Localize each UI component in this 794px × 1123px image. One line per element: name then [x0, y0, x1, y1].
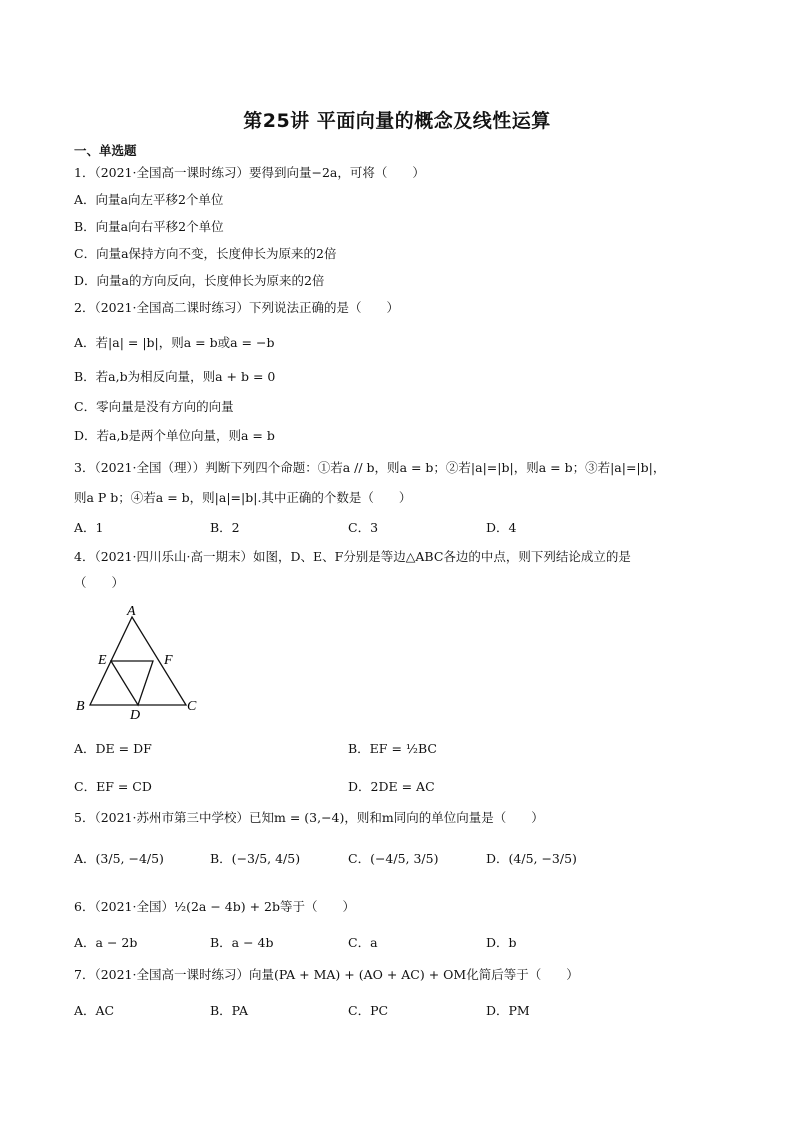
midpoint-triangle-def [111, 661, 153, 705]
q5-option-c: C．(−4/5, 3/5) [348, 851, 439, 866]
q3-stem-line2: 则a P b；④若a = b，则|a|=|b|.其中正确的个数是（ ） [74, 490, 412, 505]
q2-option-d: D．若a,b是两个单位向量，则a = b [74, 428, 275, 443]
q3-option-a: A．1 [74, 520, 104, 535]
q3-option-c: C．3 [348, 520, 379, 535]
label-c: C [187, 699, 197, 714]
q2-stem: 2．（2021·全国高二课时练习）下列说法正确的是（ ） [74, 300, 399, 315]
q4-stem-line1: 4．（2021·四川乐山·高一期末）如图，D、E、F分别是等边△ABC各边的中点，则下列结论成立的是 [74, 549, 631, 564]
q6-option-c: C．a [348, 935, 378, 950]
q6-stem: 6．（2021·全国）½(2a − 4b) + 2b等于（ ） [74, 899, 356, 914]
q4-option-c: C．EF = CD [74, 779, 152, 794]
q3-stem-line1: 3．（2021·全国（理））判断下列四个命题：①若a // b，则a = b；②若|a|=|b|，则a = b；③若|a|=|b|， [74, 460, 666, 475]
q1-option-d: D．向量a的方向反向，长度伸长为原来的2倍 [74, 273, 325, 288]
q4-option-a: A．DE = DF [74, 741, 152, 756]
page-title: 第25讲 平面向量的概念及线性运算 [243, 110, 551, 132]
label-a: A [127, 604, 136, 619]
label-f: F [164, 653, 173, 668]
equilateral-triangle-figure [74, 601, 204, 721]
q1-option-a: A．向量a向左平移2个单位 [74, 192, 224, 207]
q1-option-c: C．向量a保持方向不变，长度伸长为原来的2倍 [74, 246, 337, 261]
q6-option-d: D．b [486, 935, 517, 950]
q7-option-d: D．PM [486, 1003, 530, 1018]
label-d: D [130, 708, 141, 721]
q2-option-a: A．若|a| = |b|，则a = b或a = −b [74, 335, 275, 350]
q3-option-d: D．4 [486, 520, 517, 535]
q7-option-a: A．AC [74, 1003, 115, 1018]
q5-option-a: A．(3/5, −4/5) [74, 851, 164, 866]
q3-option-b: B．2 [210, 520, 240, 535]
q4-option-b: B．EF = ½BC [348, 741, 438, 756]
q5-option-b: B．(−3/5, 4/5) [210, 851, 301, 866]
q7-stem: 7．（2021·全国高一课时练习）向量(PA + MA) + (AO + AC) + OM化简后等于（ ） [74, 967, 579, 982]
q2-option-b: B．若a,b为相反向量，则a + b = 0 [74, 369, 276, 384]
q4-stem-line2: （ ） [74, 575, 125, 590]
label-b: B [76, 699, 85, 714]
label-e: E [98, 653, 107, 668]
q5-stem: 5．（2021·苏州市第三中学校）已知m = (3,−4)，则和m同向的单位向量是（ ） [74, 810, 544, 825]
q1-option-b: B．向量a向右平移2个单位 [74, 219, 224, 234]
q1-stem: 1．（2021·全国高一课时练习）要得到向量−2a，可将（ ） [74, 165, 425, 180]
q7-option-b: B．PA [210, 1003, 248, 1018]
q6-option-b: B．a − 4b [210, 935, 274, 950]
q7-option-c: C．PC [348, 1003, 389, 1018]
q4-option-d: D．2DE = AC [348, 779, 435, 794]
q5-option-d: D．(4/5, −3/5) [486, 851, 577, 866]
q6-option-a: A．a − 2b [74, 935, 138, 950]
q2-option-c: C．零向量是没有方向的向量 [74, 399, 234, 414]
section-heading: 一、单选题 [74, 143, 137, 158]
